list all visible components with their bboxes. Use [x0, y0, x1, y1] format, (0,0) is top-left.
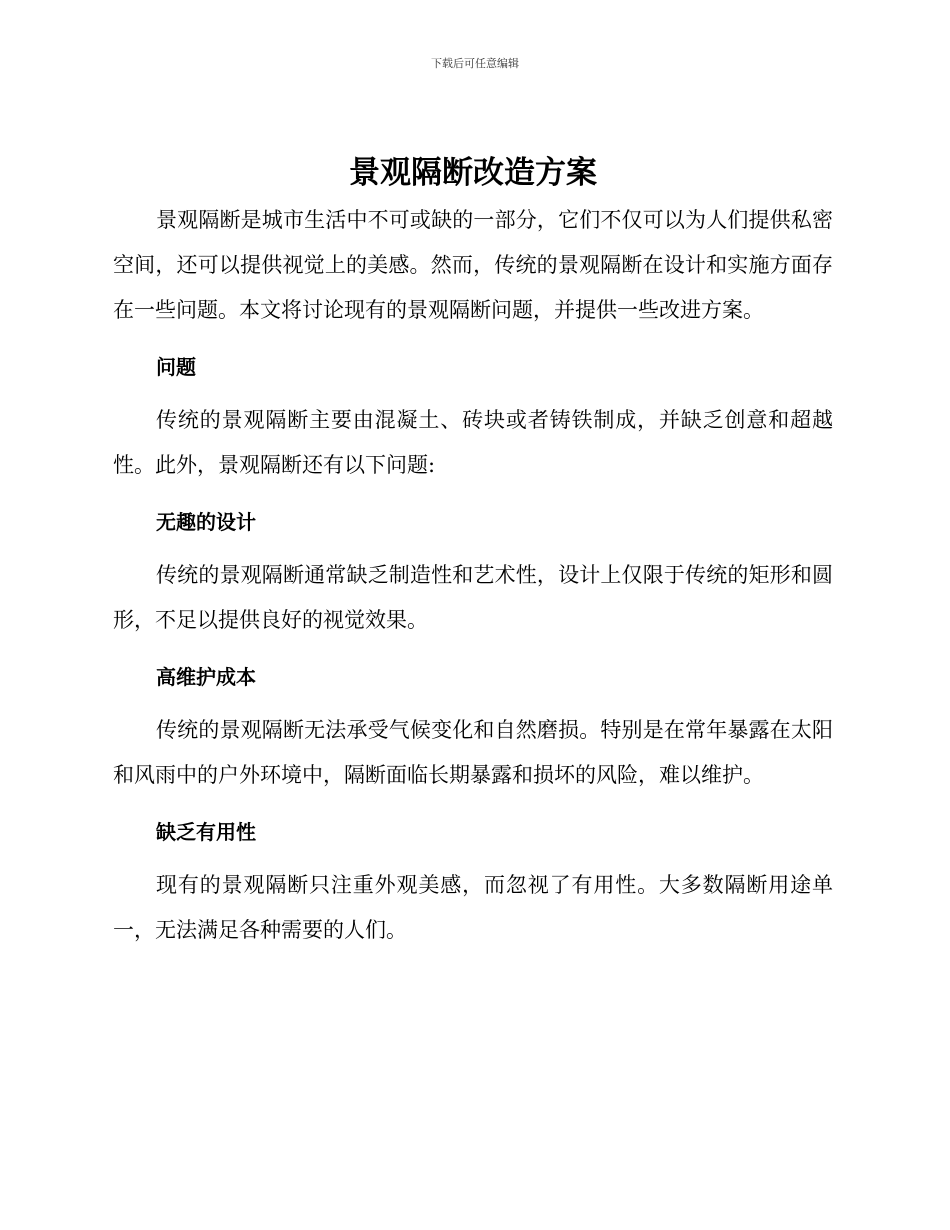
section-heading-lack-of-utility: 缺乏有用性	[156, 820, 256, 844]
section-body-maintenance-cost: 传统的景观隔断无法承受气候变化和自然磨损。特别是在常年暴露在太阳和风雨中的户外环境中，隔断面临长期暴露和损坏的风险，难以维护。	[113, 718, 833, 787]
header-note: 下载后可任意编辑	[431, 57, 519, 70]
section-heading-boring-design: 无趣的设计	[156, 510, 256, 534]
section-body-lack-of-utility: 现有的景观隔断只注重外观美感，而忽视了有用性。大多数隔断用途单一，无法满足各种需要的人们。	[113, 873, 833, 942]
document-title: 景观隔断改造方案	[349, 155, 597, 191]
section-heading-problems: 问题	[156, 355, 196, 379]
section-heading-maintenance-cost: 高维护成本	[156, 665, 256, 689]
document-body	[113, 150, 833, 953]
section-body-boring-design: 传统的景观隔断通常缺乏制造性和艺术性，设计上仅限于传统的矩形和圆形，不足以提供良好的视觉效果。	[113, 563, 833, 632]
intro-paragraph: 景观隔断是城市生活中不可或缺的一部分，它们不仅可以为人们提供私密空间，还可以提供视觉上的美感。然而，传统的景观隔断在设计和实施方面存在一些问题。本文将讨论现有的景观隔断问题，并提供一些改进方案。	[113, 208, 833, 322]
section-body-problems: 传统的景观隔断主要由混凝土、砖块或者铸铁制成，并缺乏创意和超越性。此外，景观隔断还有以下问题:	[113, 408, 833, 477]
